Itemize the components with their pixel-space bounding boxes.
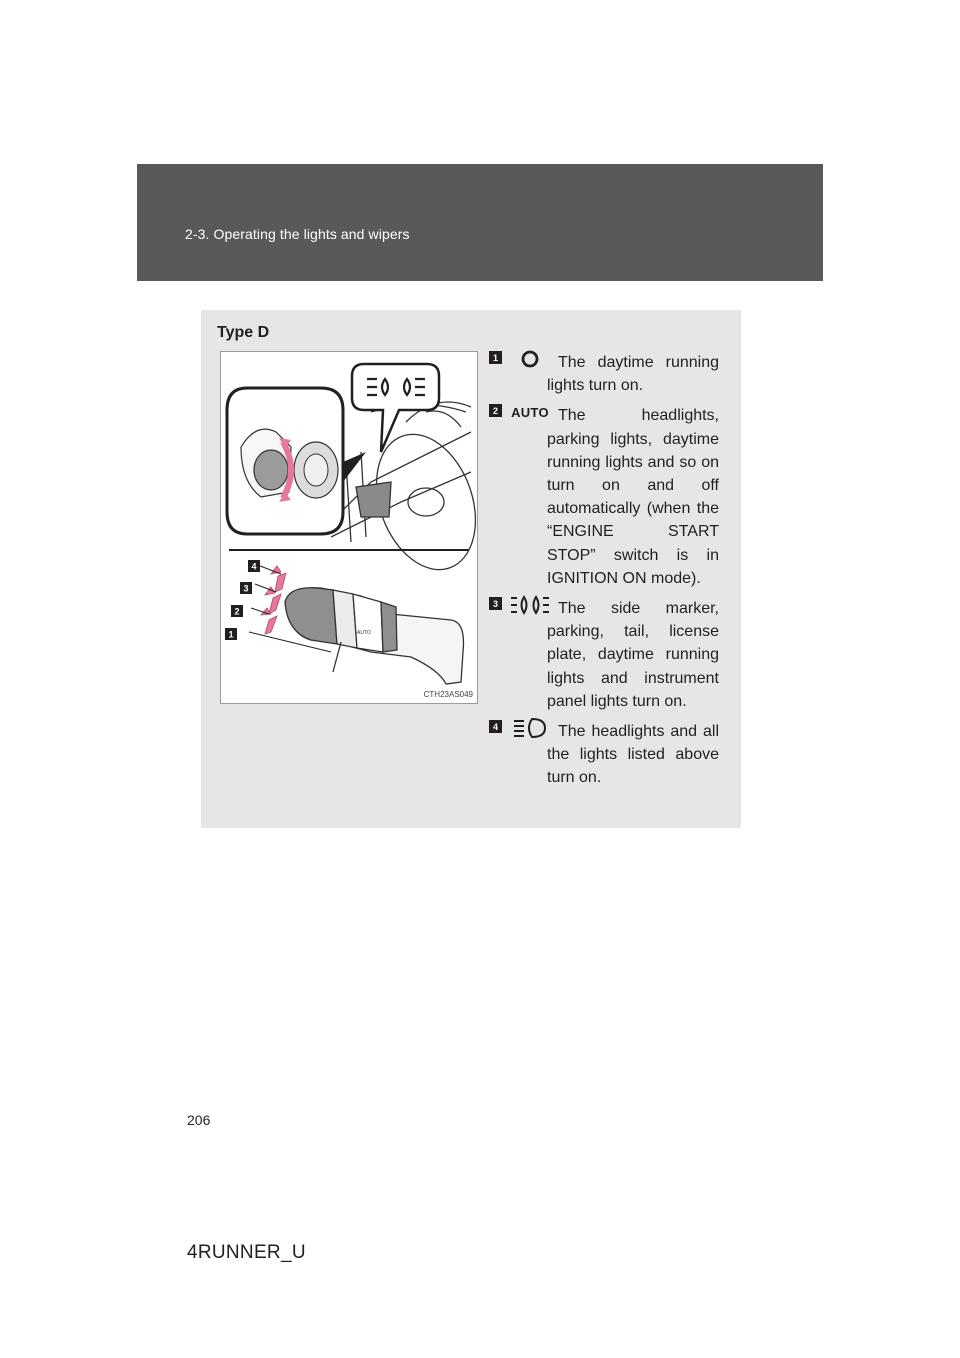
figure-badges bbox=[225, 560, 260, 640]
headlight-icon bbox=[508, 716, 552, 740]
item-badge: 2 bbox=[489, 404, 502, 417]
figure-code: CTH23AS049 bbox=[423, 690, 473, 699]
figure-badge-3: 3 bbox=[243, 583, 249, 594]
dashboard-drawing bbox=[331, 402, 477, 584]
daytime-running-light-icon bbox=[508, 347, 552, 371]
section-title: 2-3. Operating the lights and wipers bbox=[185, 226, 410, 242]
auto-symbol-text: AUTO bbox=[511, 404, 549, 420]
item-badge: 3 bbox=[489, 597, 502, 610]
list-item-1 bbox=[489, 351, 719, 397]
item-badge: 1 bbox=[489, 351, 502, 364]
item-text: The headlights, parking lights, daytime running lights and so on turn on and off automatically (when the “ENGINE START STOP” switch is in IGNITION ON mode). bbox=[547, 407, 719, 587]
item-badge: 4 bbox=[489, 720, 502, 733]
info-panel bbox=[201, 310, 741, 828]
item-text: The headlights and all the lights listed above turn on. bbox=[547, 723, 719, 787]
page-header bbox=[137, 164, 823, 281]
auto-symbol bbox=[508, 400, 552, 424]
item-text: The side marker, parking, tail, license plate, daytime running lights and instrument panel lights turn on. bbox=[547, 600, 719, 710]
footer-code: 4RUNNER_U bbox=[187, 1242, 306, 1263]
figure-badge-4: 4 bbox=[251, 561, 257, 572]
illustration-svg bbox=[221, 352, 477, 703]
item-list bbox=[489, 351, 719, 797]
figure-badge-1: 1 bbox=[228, 629, 234, 640]
list-item-3 bbox=[489, 597, 719, 713]
page-number: 206 bbox=[187, 1112, 211, 1128]
light-switch-illustration bbox=[220, 351, 478, 704]
lever-drawing bbox=[285, 588, 464, 684]
side-marker-light-icon bbox=[508, 593, 552, 617]
position-arrows bbox=[261, 566, 286, 634]
item-text: The daytime running lights turn on. bbox=[547, 354, 719, 395]
type-label: Type D bbox=[217, 324, 270, 341]
figure-badge-2: 2 bbox=[234, 606, 240, 617]
list-item-4 bbox=[489, 720, 719, 790]
svg-text:AUTO: AUTO bbox=[357, 630, 371, 636]
list-item-2 bbox=[489, 404, 719, 590]
dial-zoom-inset bbox=[227, 388, 366, 534]
